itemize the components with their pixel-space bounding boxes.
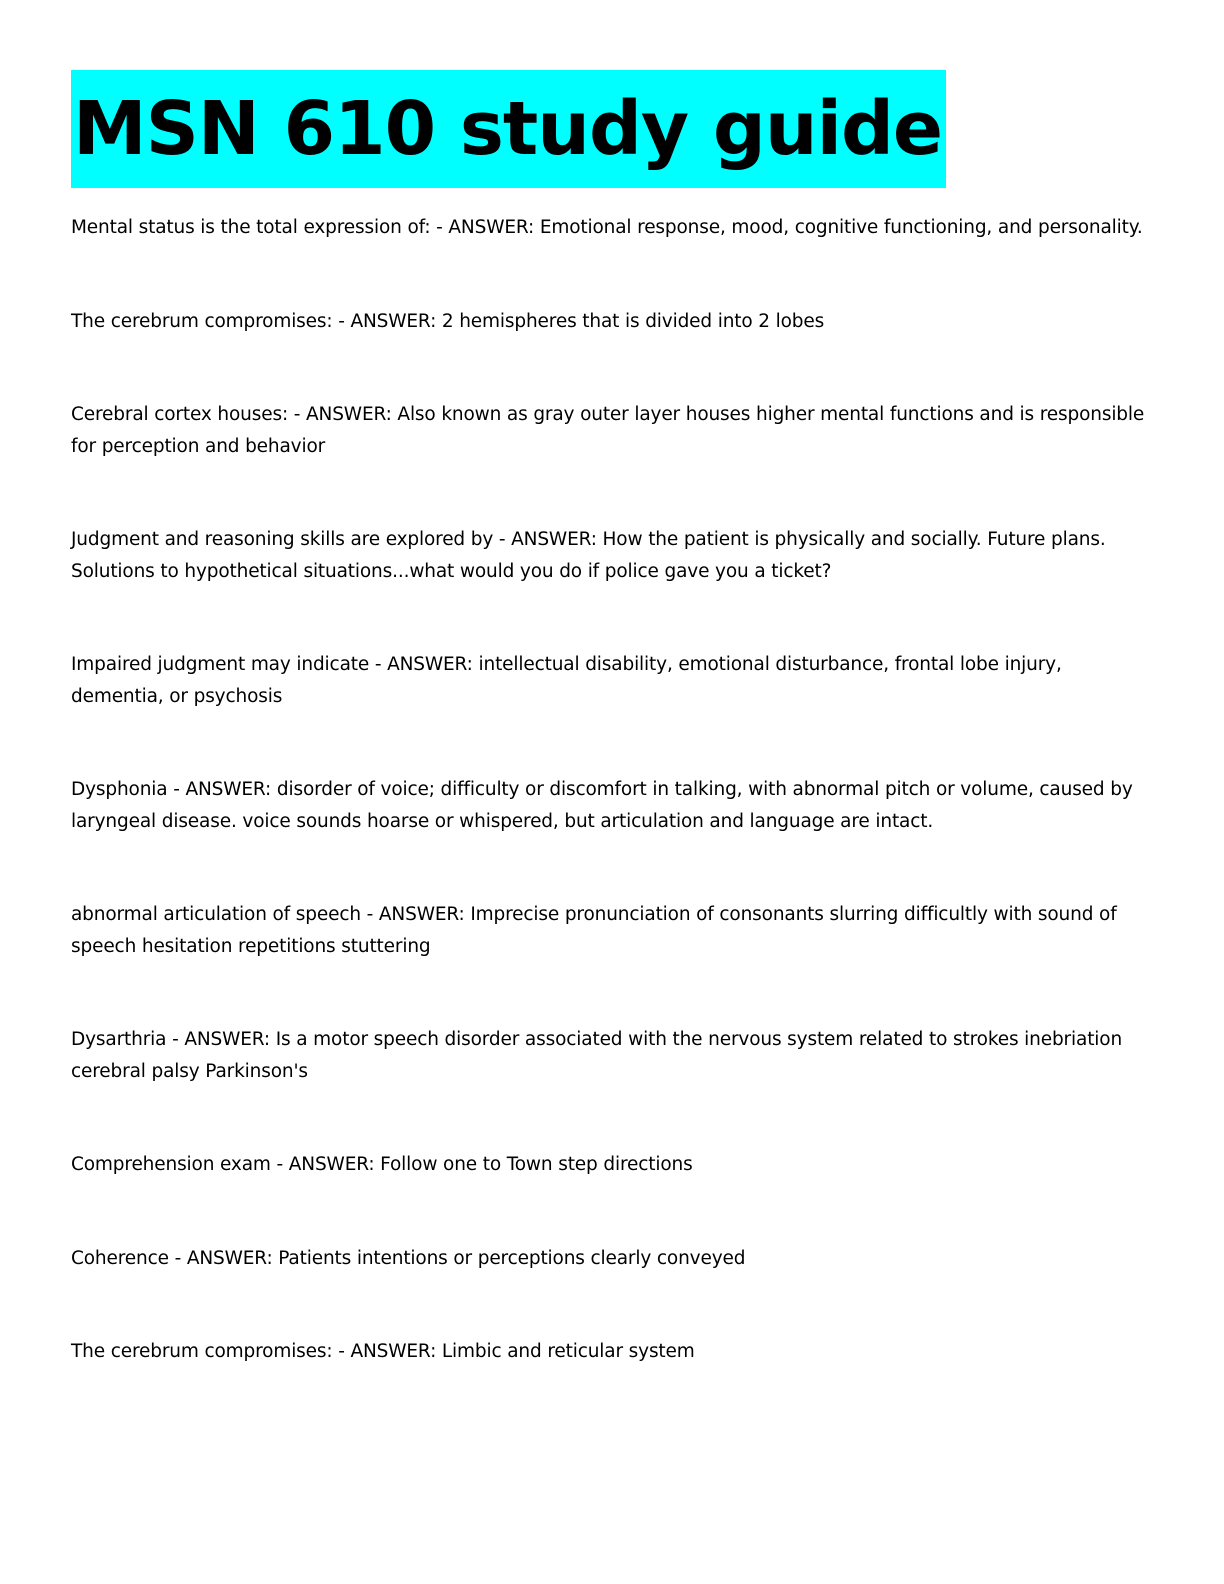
qa-entry: Cerebral cortex houses: - ANSWER: Also known as gray outer layer houses higher mental functions and is responsible for perception and behavior [71, 404, 1145, 457]
qa-entry: Impaired judgment may indicate - ANSWER: intellectual disability, emotional disturbance, frontal lobe injury, dementia, or psychosis [71, 654, 1062, 707]
qa-entry: Comprehension exam - ANSWER: Follow one to Town step directions [71, 1154, 693, 1175]
qa-entry: The cerebrum compromises: - ANSWER: Limbic and reticular system [71, 1341, 695, 1362]
qa-entry: Mental status is the total expression of: - ANSWER: Emotional response, mood, cognitive functioning, and personality. [71, 217, 1143, 238]
qa-entry: The cerebrum compromises: - ANSWER: 2 hemispheres that is divided into 2 lobes [71, 310, 825, 332]
qa-entry: abnormal articulation of speech - ANSWER: Imprecise pronunciation of consonants slurring difficultly with sound of speech hesitation repetitions stuttering [71, 904, 1117, 957]
document-page [71, 70, 1151, 1430]
qa-entry: Judgment and reasoning skills are explored by - ANSWER: How the patient is physically and socially. Future plans. Solutions to hypothetical situations...what would you do if police gave you a ticket? [71, 529, 1106, 582]
qa-entry: Dysarthria - ANSWER: Is a motor speech disorder associated with the nervous system related to strokes inebriation cerebral palsy Parkinson's [71, 1029, 1123, 1082]
document-title: MSN 610 study guide [71, 70, 946, 188]
qa-entry: Coherence - ANSWER: Patients intentions or perceptions clearly conveyed [71, 1247, 746, 1269]
qa-list [71, 212, 1151, 1368]
qa-entry: Dysphonia - ANSWER: disorder of voice; difficulty or discomfort in talking, with abnormal pitch or volume, caused by laryngeal disease. voice sounds hoarse or whispered, but articulation and language are intact. [71, 779, 1133, 832]
